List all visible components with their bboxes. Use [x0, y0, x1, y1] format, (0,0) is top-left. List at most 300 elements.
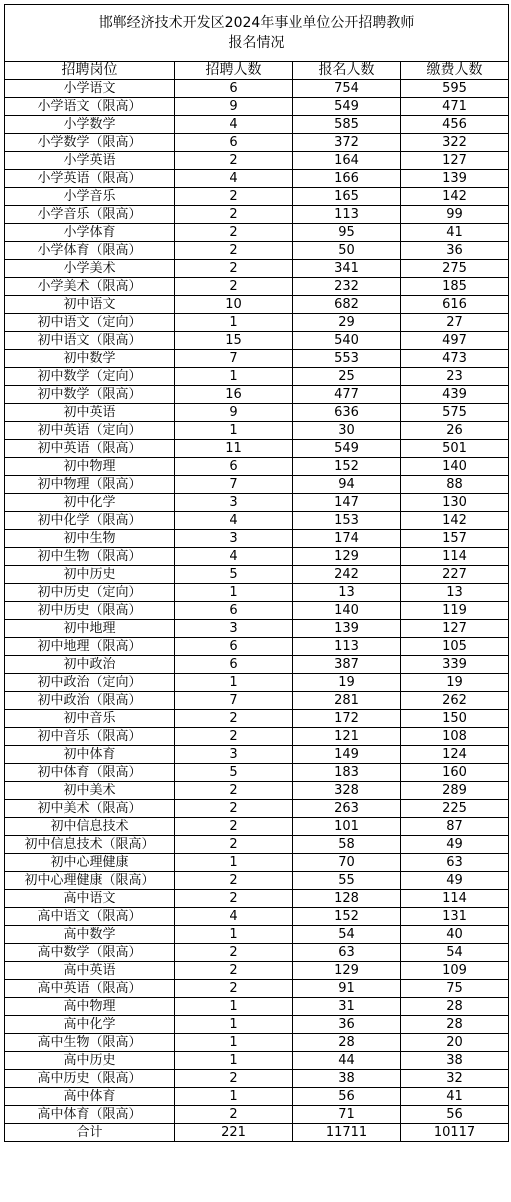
table-row	[5, 782, 509, 800]
cell-position: 高中生物（限高）	[5, 1034, 175, 1052]
cell-applicants: 139	[293, 620, 401, 638]
cell-paid: 49	[401, 836, 509, 854]
cell-positions-count: 6	[175, 458, 293, 476]
cell-positions-count: 6	[175, 656, 293, 674]
cell-paid: 339	[401, 656, 509, 674]
cell-position: 初中心理健康（限高）	[5, 872, 175, 890]
cell-position: 初中数学（定向）	[5, 368, 175, 386]
cell-applicants: 165	[293, 188, 401, 206]
cell-paid: 38	[401, 1052, 509, 1070]
cell-paid: 130	[401, 494, 509, 512]
table-row	[5, 674, 509, 692]
title-line-1: 邯郸经济技术开发区2024年事业单位公开招聘教师	[98, 15, 415, 31]
cell-paid: 225	[401, 800, 509, 818]
cell-position: 初中体育	[5, 746, 175, 764]
cell-positions-count: 6	[175, 134, 293, 152]
cell-paid: 88	[401, 476, 509, 494]
table-row	[5, 548, 509, 566]
cell-position: 初中历史（定向）	[5, 584, 175, 602]
cell-applicants: 95	[293, 224, 401, 242]
cell-paid: 41	[401, 1088, 509, 1106]
cell-positions-count: 9	[175, 98, 293, 116]
cell-applicants: 682	[293, 296, 401, 314]
cell-paid: 139	[401, 170, 509, 188]
cell-positions-count: 2	[175, 818, 293, 836]
cell-applicants: 372	[293, 134, 401, 152]
table-row	[5, 512, 509, 530]
cell-position: 小学体育	[5, 224, 175, 242]
table-row	[5, 1088, 509, 1106]
cell-positions-count: 5	[175, 764, 293, 782]
table-row	[5, 116, 509, 134]
cell-applicants: 153	[293, 512, 401, 530]
cell-positions-count: 7	[175, 692, 293, 710]
cell-paid: 127	[401, 152, 509, 170]
cell-applicants: 341	[293, 260, 401, 278]
cell-applicants: 232	[293, 278, 401, 296]
cell-paid: 105	[401, 638, 509, 656]
cell-position: 初中地理	[5, 620, 175, 638]
cell-paid: 322	[401, 134, 509, 152]
cell-paid: 275	[401, 260, 509, 278]
cell-applicants: 113	[293, 638, 401, 656]
column-header-positions-count: 招聘人数	[175, 62, 293, 80]
cell-applicants: 25	[293, 368, 401, 386]
cell-paid: 471	[401, 98, 509, 116]
cell-paid: 109	[401, 962, 509, 980]
cell-paid: 262	[401, 692, 509, 710]
cell-position: 初中化学（限高）	[5, 512, 175, 530]
cell-positions-count: 2	[175, 890, 293, 908]
table-row	[5, 926, 509, 944]
cell-applicants: 328	[293, 782, 401, 800]
cell-positions-count: 1	[175, 1052, 293, 1070]
cell-applicants: 31	[293, 998, 401, 1016]
cell-paid: 23	[401, 368, 509, 386]
cell-paid: 289	[401, 782, 509, 800]
table-row	[5, 872, 509, 890]
total-row	[5, 1124, 509, 1142]
cell-paid: 114	[401, 890, 509, 908]
table-row	[5, 980, 509, 998]
table-row	[5, 296, 509, 314]
cell-positions-count: 2	[175, 944, 293, 962]
cell-position: 高中历史	[5, 1052, 175, 1070]
cell-positions-count: 10	[175, 296, 293, 314]
table-row	[5, 746, 509, 764]
cell-applicants: 549	[293, 440, 401, 458]
cell-positions-count: 2	[175, 188, 293, 206]
table-row	[5, 314, 509, 332]
table-row	[5, 260, 509, 278]
cell-paid: 41	[401, 224, 509, 242]
table-row	[5, 224, 509, 242]
cell-applicants: 71	[293, 1106, 401, 1124]
column-header-applicants: 报名人数	[293, 62, 401, 80]
cell-position: 初中美术（限高）	[5, 800, 175, 818]
cell-positions-count: 2	[175, 242, 293, 260]
cell-positions-count: 221	[175, 1124, 293, 1142]
cell-position: 小学英语（限高）	[5, 170, 175, 188]
cell-paid: 160	[401, 764, 509, 782]
table-row	[5, 494, 509, 512]
cell-positions-count: 1	[175, 584, 293, 602]
cell-position: 初中体育（限高）	[5, 764, 175, 782]
cell-applicants: 172	[293, 710, 401, 728]
cell-paid: 56	[401, 1106, 509, 1124]
cell-positions-count: 2	[175, 260, 293, 278]
cell-positions-count: 1	[175, 854, 293, 872]
cell-applicants: 56	[293, 1088, 401, 1106]
cell-position: 小学美术	[5, 260, 175, 278]
cell-paid: 13	[401, 584, 509, 602]
table-row	[5, 242, 509, 260]
cell-paid: 75	[401, 980, 509, 998]
cell-paid: 497	[401, 332, 509, 350]
cell-applicants: 263	[293, 800, 401, 818]
table-row	[5, 152, 509, 170]
cell-paid: 473	[401, 350, 509, 368]
cell-paid: 439	[401, 386, 509, 404]
cell-paid: 227	[401, 566, 509, 584]
table-row	[5, 80, 509, 98]
cell-position: 初中化学	[5, 494, 175, 512]
cell-paid: 185	[401, 278, 509, 296]
cell-paid: 49	[401, 872, 509, 890]
table-row	[5, 566, 509, 584]
cell-position: 高中化学	[5, 1016, 175, 1034]
cell-positions-count: 7	[175, 476, 293, 494]
column-header-paid: 缴费人数	[401, 62, 509, 80]
cell-positions-count: 1	[175, 1034, 293, 1052]
cell-position: 小学英语	[5, 152, 175, 170]
cell-applicants: 113	[293, 206, 401, 224]
cell-position: 高中语文（限高）	[5, 908, 175, 926]
cell-applicants: 29	[293, 314, 401, 332]
cell-applicants: 91	[293, 980, 401, 998]
cell-applicants: 128	[293, 890, 401, 908]
cell-applicants: 152	[293, 458, 401, 476]
cell-position: 小学数学	[5, 116, 175, 134]
cell-position: 高中物理	[5, 998, 175, 1016]
cell-applicants: 149	[293, 746, 401, 764]
cell-paid: 150	[401, 710, 509, 728]
cell-applicants: 164	[293, 152, 401, 170]
cell-positions-count: 1	[175, 998, 293, 1016]
cell-applicants: 58	[293, 836, 401, 854]
table-row	[5, 908, 509, 926]
cell-applicants: 30	[293, 422, 401, 440]
cell-paid: 20	[401, 1034, 509, 1052]
cell-applicants: 549	[293, 98, 401, 116]
cell-positions-count: 4	[175, 548, 293, 566]
cell-position: 初中信息技术	[5, 818, 175, 836]
cell-position: 高中英语（限高）	[5, 980, 175, 998]
table-row	[5, 692, 509, 710]
cell-applicants: 36	[293, 1016, 401, 1034]
cell-positions-count: 1	[175, 1088, 293, 1106]
cell-applicants: 183	[293, 764, 401, 782]
table-row	[5, 944, 509, 962]
cell-positions-count: 2	[175, 800, 293, 818]
cell-position: 初中数学	[5, 350, 175, 368]
cell-position: 初中生物	[5, 530, 175, 548]
cell-position: 高中历史（限高）	[5, 1070, 175, 1088]
cell-position: 小学体育（限高）	[5, 242, 175, 260]
cell-positions-count: 4	[175, 116, 293, 134]
cell-paid: 127	[401, 620, 509, 638]
cell-position: 高中英语	[5, 962, 175, 980]
cell-applicants: 28	[293, 1034, 401, 1052]
cell-position: 初中音乐	[5, 710, 175, 728]
cell-positions-count: 7	[175, 350, 293, 368]
table-row	[5, 890, 509, 908]
cell-applicants: 101	[293, 818, 401, 836]
table-row	[5, 206, 509, 224]
cell-position: 初中生物（限高）	[5, 548, 175, 566]
table-row	[5, 1016, 509, 1034]
cell-paid: 119	[401, 602, 509, 620]
table-row	[5, 332, 509, 350]
cell-positions-count: 4	[175, 908, 293, 926]
cell-positions-count: 2	[175, 728, 293, 746]
cell-positions-count: 11	[175, 440, 293, 458]
cell-applicants: 477	[293, 386, 401, 404]
table-row	[5, 764, 509, 782]
cell-paid: 99	[401, 206, 509, 224]
table-row	[5, 800, 509, 818]
cell-position: 初中政治	[5, 656, 175, 674]
cell-position: 初中信息技术（限高）	[5, 836, 175, 854]
cell-positions-count: 6	[175, 638, 293, 656]
cell-position: 初中英语（限高）	[5, 440, 175, 458]
cell-paid: 32	[401, 1070, 509, 1088]
title-row	[5, 5, 509, 62]
column-header-position: 招聘岗位	[5, 62, 175, 80]
table-row	[5, 638, 509, 656]
title-line-2: 报名情况	[228, 35, 285, 51]
cell-paid: 456	[401, 116, 509, 134]
cell-position: 初中地理（限高）	[5, 638, 175, 656]
cell-positions-count: 3	[175, 620, 293, 638]
cell-applicants: 54	[293, 926, 401, 944]
cell-paid: 27	[401, 314, 509, 332]
cell-position: 初中历史	[5, 566, 175, 584]
cell-positions-count: 2	[175, 152, 293, 170]
registration-table	[4, 4, 509, 1142]
cell-paid: 19	[401, 674, 509, 692]
cell-positions-count: 5	[175, 566, 293, 584]
cell-applicants: 129	[293, 962, 401, 980]
cell-position: 高中数学（限高）	[5, 944, 175, 962]
cell-positions-count: 6	[175, 80, 293, 98]
cell-paid: 28	[401, 998, 509, 1016]
cell-applicants: 152	[293, 908, 401, 926]
cell-paid: 142	[401, 188, 509, 206]
cell-position: 小学美术（限高）	[5, 278, 175, 296]
table-row	[5, 1034, 509, 1052]
table-row	[5, 656, 509, 674]
cell-applicants: 754	[293, 80, 401, 98]
cell-paid: 575	[401, 404, 509, 422]
cell-applicants: 11711	[293, 1124, 401, 1142]
cell-position: 小学数学（限高）	[5, 134, 175, 152]
cell-applicants: 94	[293, 476, 401, 494]
cell-position: 初中英语	[5, 404, 175, 422]
cell-applicants: 121	[293, 728, 401, 746]
table-row	[5, 278, 509, 296]
cell-positions-count: 2	[175, 224, 293, 242]
cell-position: 小学音乐	[5, 188, 175, 206]
cell-positions-count: 2	[175, 206, 293, 224]
table-row	[5, 368, 509, 386]
cell-paid: 501	[401, 440, 509, 458]
cell-applicants: 281	[293, 692, 401, 710]
table-row	[5, 854, 509, 872]
table-row	[5, 170, 509, 188]
cell-position: 初中物理	[5, 458, 175, 476]
cell-positions-count: 9	[175, 404, 293, 422]
cell-position: 初中心理健康	[5, 854, 175, 872]
cell-applicants: 13	[293, 584, 401, 602]
cell-applicants: 553	[293, 350, 401, 368]
table-row	[5, 458, 509, 476]
table-row	[5, 530, 509, 548]
cell-position: 小学语文	[5, 80, 175, 98]
cell-positions-count: 3	[175, 530, 293, 548]
cell-paid: 157	[401, 530, 509, 548]
table-row	[5, 602, 509, 620]
cell-positions-count: 2	[175, 1070, 293, 1088]
cell-applicants: 19	[293, 674, 401, 692]
cell-positions-count: 1	[175, 674, 293, 692]
cell-applicants: 38	[293, 1070, 401, 1088]
cell-positions-count: 16	[175, 386, 293, 404]
cell-paid: 63	[401, 854, 509, 872]
cell-applicants: 55	[293, 872, 401, 890]
cell-applicants: 147	[293, 494, 401, 512]
cell-paid: 10117	[401, 1124, 509, 1142]
cell-position: 初中政治（限高）	[5, 692, 175, 710]
table-title	[5, 5, 509, 62]
header-row	[5, 62, 509, 80]
table-row	[5, 476, 509, 494]
cell-positions-count: 3	[175, 746, 293, 764]
cell-positions-count: 2	[175, 782, 293, 800]
cell-positions-count: 1	[175, 422, 293, 440]
cell-position: 高中数学	[5, 926, 175, 944]
table-row	[5, 422, 509, 440]
cell-position: 初中政治（定向）	[5, 674, 175, 692]
table-row	[5, 620, 509, 638]
cell-applicants: 50	[293, 242, 401, 260]
cell-applicants: 387	[293, 656, 401, 674]
cell-applicants: 63	[293, 944, 401, 962]
cell-positions-count: 1	[175, 926, 293, 944]
cell-paid: 131	[401, 908, 509, 926]
cell-positions-count: 1	[175, 1016, 293, 1034]
cell-position: 初中物理（限高）	[5, 476, 175, 494]
cell-positions-count: 4	[175, 170, 293, 188]
table-row	[5, 350, 509, 368]
cell-position: 初中美术	[5, 782, 175, 800]
cell-paid: 40	[401, 926, 509, 944]
cell-position: 小学音乐（限高）	[5, 206, 175, 224]
table-row	[5, 998, 509, 1016]
cell-applicants: 166	[293, 170, 401, 188]
cell-positions-count: 4	[175, 512, 293, 530]
cell-position: 高中语文	[5, 890, 175, 908]
cell-paid: 26	[401, 422, 509, 440]
cell-position: 高中体育（限高）	[5, 1106, 175, 1124]
cell-paid: 114	[401, 548, 509, 566]
table-row	[5, 386, 509, 404]
table-row	[5, 710, 509, 728]
table-row	[5, 818, 509, 836]
cell-positions-count: 1	[175, 368, 293, 386]
cell-positions-count: 2	[175, 980, 293, 998]
cell-position: 合计	[5, 1124, 175, 1142]
cell-applicants: 70	[293, 854, 401, 872]
cell-position: 初中历史（限高）	[5, 602, 175, 620]
cell-applicants: 242	[293, 566, 401, 584]
table-row	[5, 836, 509, 854]
cell-positions-count: 15	[175, 332, 293, 350]
cell-positions-count: 2	[175, 1106, 293, 1124]
cell-applicants: 585	[293, 116, 401, 134]
table-row	[5, 962, 509, 980]
cell-paid: 124	[401, 746, 509, 764]
cell-positions-count: 2	[175, 710, 293, 728]
cell-paid: 87	[401, 818, 509, 836]
cell-paid: 28	[401, 1016, 509, 1034]
cell-positions-count: 1	[175, 314, 293, 332]
cell-applicants: 540	[293, 332, 401, 350]
cell-positions-count: 2	[175, 962, 293, 980]
cell-paid: 595	[401, 80, 509, 98]
cell-positions-count: 2	[175, 836, 293, 854]
table-row	[5, 1052, 509, 1070]
cell-applicants: 174	[293, 530, 401, 548]
cell-paid: 616	[401, 296, 509, 314]
cell-position: 初中数学（限高）	[5, 386, 175, 404]
cell-paid: 36	[401, 242, 509, 260]
table-row	[5, 728, 509, 746]
table-row	[5, 1106, 509, 1124]
cell-position: 初中语文	[5, 296, 175, 314]
cell-position: 小学语文（限高）	[5, 98, 175, 116]
cell-applicants: 140	[293, 602, 401, 620]
cell-positions-count: 2	[175, 278, 293, 296]
cell-paid: 140	[401, 458, 509, 476]
table-row	[5, 98, 509, 116]
cell-positions-count: 3	[175, 494, 293, 512]
cell-position: 初中音乐（限高）	[5, 728, 175, 746]
cell-applicants: 129	[293, 548, 401, 566]
cell-position: 初中英语（定向）	[5, 422, 175, 440]
table-row	[5, 134, 509, 152]
table-row	[5, 584, 509, 602]
table-body	[5, 80, 509, 1142]
cell-paid: 108	[401, 728, 509, 746]
table-row	[5, 188, 509, 206]
cell-applicants: 636	[293, 404, 401, 422]
cell-positions-count: 2	[175, 872, 293, 890]
table-row	[5, 404, 509, 422]
cell-position: 初中语文（定向）	[5, 314, 175, 332]
table-row	[5, 440, 509, 458]
cell-paid: 142	[401, 512, 509, 530]
